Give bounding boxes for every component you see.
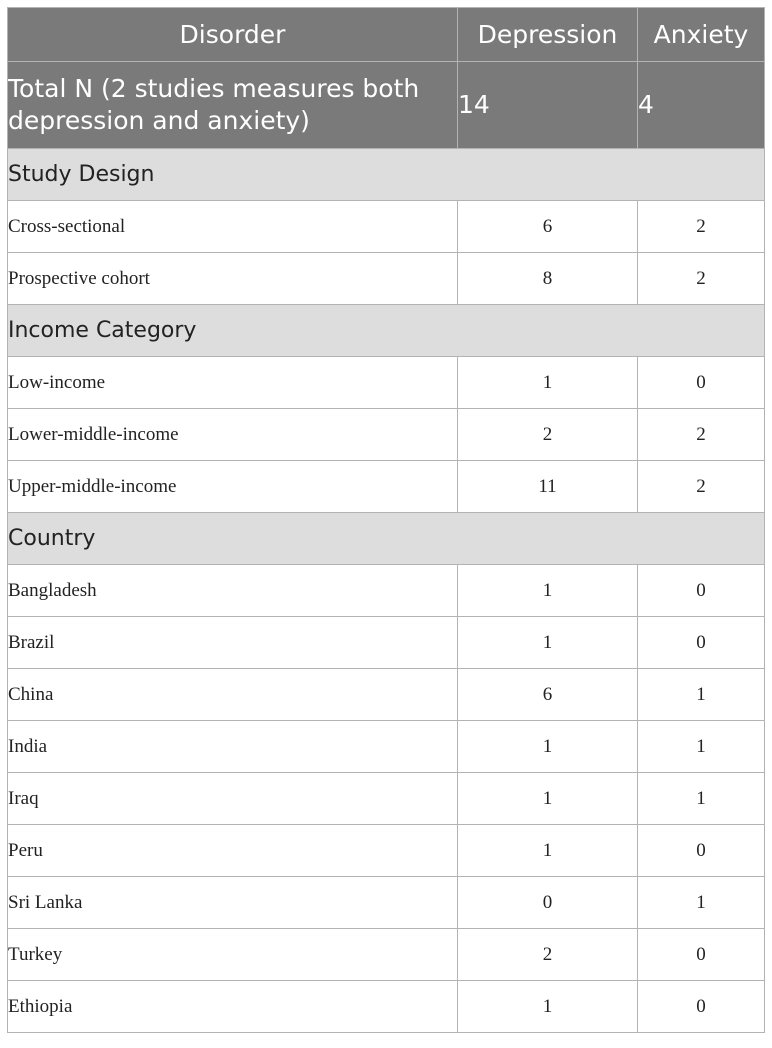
section-header [8,149,765,201]
anxiety-count: 2 [638,201,765,253]
total-anxiety: 4 [638,62,765,149]
section-title: Income Category [8,305,765,357]
anxiety-count: 0 [638,929,765,981]
row-label: Iraq [8,773,458,825]
section-title: Study Design [8,149,765,201]
depression-count: 1 [458,825,638,877]
row-label: Ethiopia [8,981,458,1033]
depression-count: 1 [458,773,638,825]
row-label: Prospective cohort [8,253,458,305]
depression-count: 1 [458,617,638,669]
anxiety-count: 1 [638,721,765,773]
anxiety-count: 1 [638,773,765,825]
table-row [8,825,765,877]
depression-count: 1 [458,357,638,409]
table-row [8,981,765,1033]
row-label: China [8,669,458,721]
section-title: Country [8,513,765,565]
row-label: Upper-middle-income [8,461,458,513]
anxiety-count: 0 [638,565,765,617]
row-label: Lower-middle-income [8,409,458,461]
row-label: Sri Lanka [8,877,458,929]
table-row [8,669,765,721]
row-label: Peru [8,825,458,877]
header-disorder: Disorder [8,8,458,62]
table-row [8,461,765,513]
depression-count: 6 [458,201,638,253]
row-label: Cross-sectional [8,201,458,253]
anxiety-count: 0 [638,825,765,877]
anxiety-count: 1 [638,669,765,721]
depression-count: 2 [458,929,638,981]
total-depression: 14 [458,62,638,149]
section-header [8,513,765,565]
anxiety-count: 2 [638,461,765,513]
table-row [8,409,765,461]
table-row [8,929,765,981]
table-row [8,773,765,825]
table-row [8,565,765,617]
anxiety-count: 2 [638,253,765,305]
table-body [8,149,765,1033]
depression-count: 1 [458,721,638,773]
depression-count: 1 [458,981,638,1033]
depression-count: 1 [458,565,638,617]
anxiety-count: 1 [638,877,765,929]
anxiety-count: 0 [638,617,765,669]
depression-count: 6 [458,669,638,721]
table-row [8,253,765,305]
row-label: India [8,721,458,773]
anxiety-count: 0 [638,981,765,1033]
total-label: Total N (2 studies measures both depression and anxiety) [8,62,458,149]
table-row [8,617,765,669]
row-label: Low-income [8,357,458,409]
header-row [8,8,765,62]
depression-count: 0 [458,877,638,929]
header-depression: Depression [458,8,638,62]
header-anxiety: Anxiety [638,8,765,62]
row-label: Brazil [8,617,458,669]
depression-count: 11 [458,461,638,513]
depression-count: 2 [458,409,638,461]
anxiety-count: 2 [638,409,765,461]
table-row [8,877,765,929]
section-header [8,305,765,357]
row-label: Bangladesh [8,565,458,617]
table-row [8,721,765,773]
row-label: Turkey [8,929,458,981]
depression-count: 8 [458,253,638,305]
anxiety-count: 0 [638,357,765,409]
total-row [8,62,765,149]
table-row [8,357,765,409]
table-row [8,201,765,253]
disorder-table [7,7,765,1033]
